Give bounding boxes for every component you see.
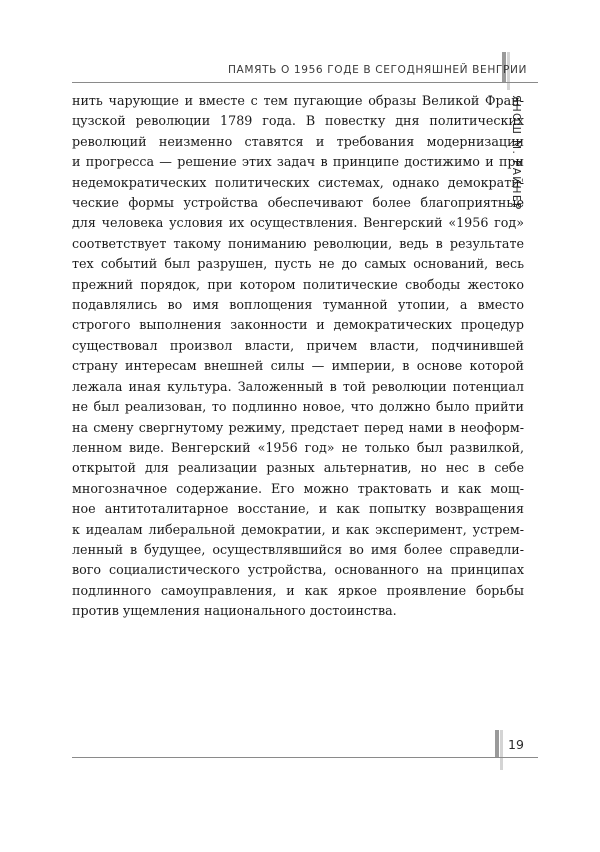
text-line: ческие формы устройства обеспечивают более благоприятные — [72, 195, 524, 211]
footer-rule — [72, 757, 538, 758]
author-vertical-label: ЯНОШ М. РАЙНЕР — [510, 95, 522, 211]
text-line: революций неизменно ставятся и требования модернизации — [72, 133, 524, 149]
text-line: нить чарующие и вместе с тем пугающие образы Великой Фран- — [72, 93, 524, 108]
header-rule — [72, 82, 538, 83]
text-line: строгого выполнения законности и демократических процедур — [72, 317, 524, 333]
body-paragraph — [72, 91, 524, 622]
text-line: к идеалам либеральной демократии, и как эксперимент, устрем- — [72, 521, 524, 537]
text-line: на смену свергнутому режиму, предстает перед нами в неоформ- — [72, 419, 524, 435]
text-line: соответствует такому пониманию революции, ведь в результате — [72, 235, 524, 251]
text-line: подавлялись во имя воплощения туманной утопии, а вместо — [72, 297, 524, 313]
text-line: прежний порядок, при котором политические свободы жестоко — [72, 276, 524, 292]
text-line: лежала иная культура. Заложенный в той революции потенциал — [72, 378, 524, 394]
text-line: тех событий был разрушен, пусть не до самых оснований, весь — [72, 256, 524, 272]
text-line: для человека условия их осуществления. Венгерский «1956 год» — [72, 215, 524, 231]
text-line: против ущемления национального достоинства. — [72, 603, 397, 619]
text-line: многозначное содержание. Его можно трактовать и как мощ- — [72, 480, 524, 496]
footer-accent-bar-light — [500, 730, 503, 770]
text-line: ное антитоталитарное восстание, и как попытку возвращения — [72, 501, 524, 517]
text-line: подлинного самоуправления, и как яркое проявление борьбы — [72, 582, 524, 598]
text-line: цузской революции 1789 года. В повестку дня политических — [72, 113, 524, 129]
text-line: не был реализован, то подлинно новое, что должно было прийти — [72, 399, 524, 415]
text-line: существовал произвол власти, причем власти, подчинившей — [72, 337, 524, 353]
page-number: 19 — [508, 737, 524, 752]
text-line: страну интересам внешней силы — империи, в основе которой — [72, 358, 524, 374]
text-line: открытой для реализации разных альтернатив, но нес в себе — [72, 460, 524, 476]
running-title: ПАМЯТЬ О 1956 ГОДЕ В СЕГОДНЯШНЕЙ ВЕНГРИИ — [227, 64, 527, 76]
text-line: и прогресса — решение этих задач в принципе достижимо и при — [72, 154, 524, 170]
footer-accent-bar-dark — [495, 730, 499, 758]
text-line: ленном виде. Венгерский «1956 год» не только был развилкой, — [72, 439, 524, 455]
text-line: недемократических политических системах, однако демократи- — [72, 174, 524, 190]
text-line: ленный в будущее, осуществлявшийся во имя более справедли- — [72, 541, 524, 557]
text-line: вого социалистического устройства, основанного на принципах — [72, 562, 524, 578]
